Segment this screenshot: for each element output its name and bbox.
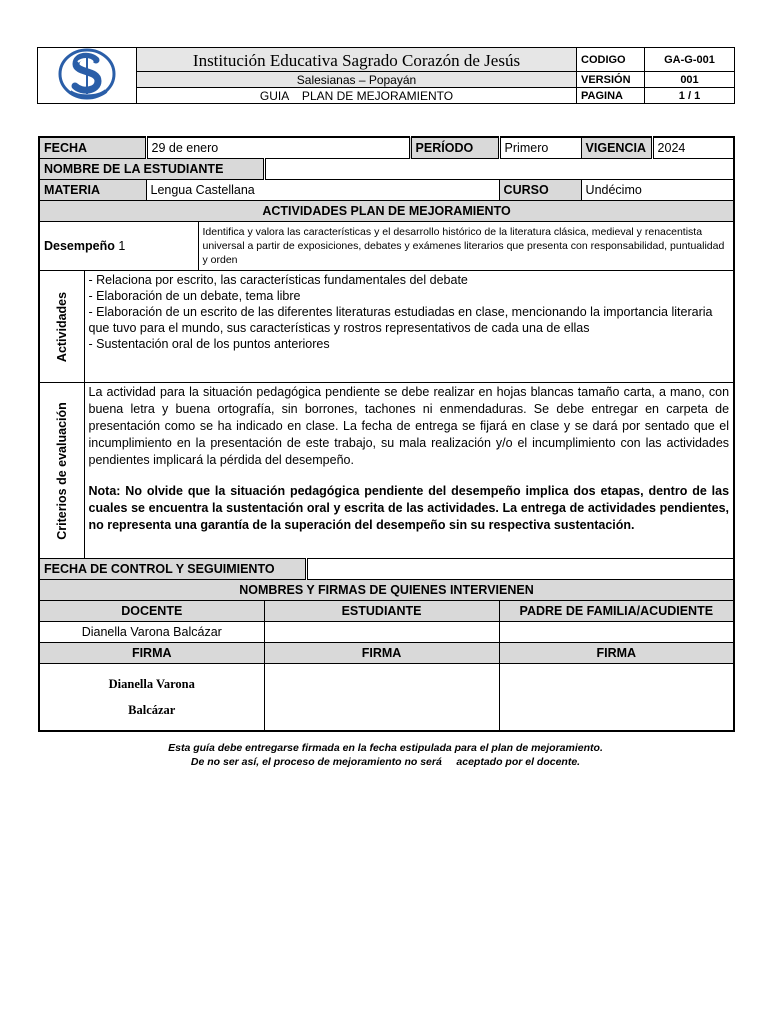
page-label: PAGINA (577, 88, 645, 104)
role-student: ESTUDIANTE (264, 601, 499, 622)
performance-label-cell (39, 222, 198, 271)
course-value: Undécimo (581, 180, 734, 201)
period-label: PERÍODO (410, 137, 499, 159)
student-name[interactable] (264, 622, 499, 643)
period-value: Primero (499, 137, 581, 159)
signature-label-guardian: FIRMA (499, 643, 734, 664)
performance-description: Identifica y valora las características y el desarrollo histórico de la literatura clásica, medieval y renacentista universal a partir de exposiciones, debates y exámenes literarios que presenta con responsabilidad, puntualidad y orden (198, 222, 734, 271)
criteria-note: Nota: No olvide que la situación pedagógica pendiente del desempeño implica dos etapas, dentro de las cuales se encuentra la sustentación oral y escrita de las actividades. La entrega de actividades pendientes, no representa una garantía de la superación del desempeño sin su respectiva sustentación. (88, 484, 730, 532)
activity-item: - Elaboración de un escrito de las diferentes literaturas estudiadas en clase, mencionando la importancia literaria que tuvo para el mundo, sus características y rostros representativos de cada una de ellas (88, 305, 713, 335)
activities-side-label: Actividades (54, 291, 69, 362)
footer-line-1: Esta guía debe entregarse firmada en la fecha estipulada para el plan de mejoramiento. (168, 742, 603, 754)
footer-note (38, 741, 733, 769)
criteria-content (84, 383, 734, 559)
activities-section-header: ACTIVIDADES PLAN DE MEJORAMIENTO (39, 201, 734, 222)
footer-line-2: De no ser así, el proceso de mejoramiento no será aceptado por el docente. (190, 756, 581, 768)
activities-side-label-cell (39, 271, 84, 383)
version-label: VERSIÓN (577, 72, 645, 88)
code-label: CODIGO (577, 48, 645, 72)
signature-label-student: FIRMA (264, 643, 499, 664)
institution-logo (38, 48, 137, 104)
performance-number: 1 (118, 239, 126, 253)
criteria-text: La actividad para la situación pedagógica pendiente se debe realizar en hojas blancas tamaño carta, a mano, con buena letra y buena ortografía, sin borrones, tachones ni enmendaduras. Se debe entregar en carpeta de presentación como se ha indicado en clase. La fecha de entrega se fijará en clase y se dará por sentado que el incumplimiento en la presentación de este trabajo, su mala realización y/o el incumplimiento con las actividades pendientes implicará la pérdida del desempeño. (88, 385, 730, 467)
teacher-signature-line1: Dianella Varona (108, 677, 195, 691)
subject-value: Lengua Castellana (146, 180, 499, 201)
institution-name: Institución Educativa Sagrado Corazón de Jesús (137, 48, 577, 72)
activity-item: - Relaciona por escrito, las características fundamentales del debate (88, 273, 468, 287)
guide-title-text: GUIA PLAN DE MEJORAMIENTO (259, 88, 454, 103)
role-teacher: DOCENTE (39, 601, 264, 622)
student-name-field[interactable] (264, 159, 734, 180)
validity-value: 2024 (652, 137, 734, 159)
course-label: CURSO (499, 180, 581, 201)
role-guardian: PADRE DE FAMILIA/ACUDIENTE (499, 601, 734, 622)
activity-item: - Elaboración de un debate, tema libre (88, 289, 301, 303)
criteria-side-label-cell (39, 383, 84, 559)
school-logo-icon (56, 48, 118, 100)
guardian-name[interactable] (499, 622, 734, 643)
performance-label: Desempeño (44, 239, 115, 253)
activity-item: - Sustentación oral de los puntos anteriores (88, 337, 330, 351)
guide-title (137, 88, 577, 104)
control-date-field[interactable] (306, 559, 734, 580)
improvement-plan-form (38, 136, 735, 732)
student-signature-box[interactable] (264, 664, 499, 732)
control-date-label: FECHA DE CONTROL Y SEGUIMIENTO (39, 559, 306, 580)
teacher-name: Dianella Varona Balcázar (39, 622, 264, 643)
student-name-label: NOMBRE DE LA ESTUDIANTE (39, 159, 264, 180)
date-label: FECHA (39, 137, 146, 159)
date-value: 29 de enero (146, 137, 410, 159)
version-value: 001 (645, 72, 735, 88)
signature-label-teacher: FIRMA (39, 643, 264, 664)
validity-label: VIGENCIA (581, 137, 652, 159)
guardian-signature-box[interactable] (499, 664, 734, 732)
criteria-side-label: Criterios de evaluación (54, 401, 69, 540)
document-header (37, 47, 735, 104)
teacher-signature (39, 664, 264, 732)
signatures-section-header: NOMBRES Y FIRMAS DE QUIENES INTERVIENEN (39, 580, 734, 601)
code-value: GA-G-001 (645, 48, 735, 72)
activities-list (84, 271, 734, 383)
institution-subtitle: Salesianas – Popayán (137, 72, 577, 88)
page-value: 1 / 1 (645, 88, 735, 104)
subject-label: MATERIA (39, 180, 146, 201)
teacher-signature-line2: Balcázar (128, 703, 176, 717)
